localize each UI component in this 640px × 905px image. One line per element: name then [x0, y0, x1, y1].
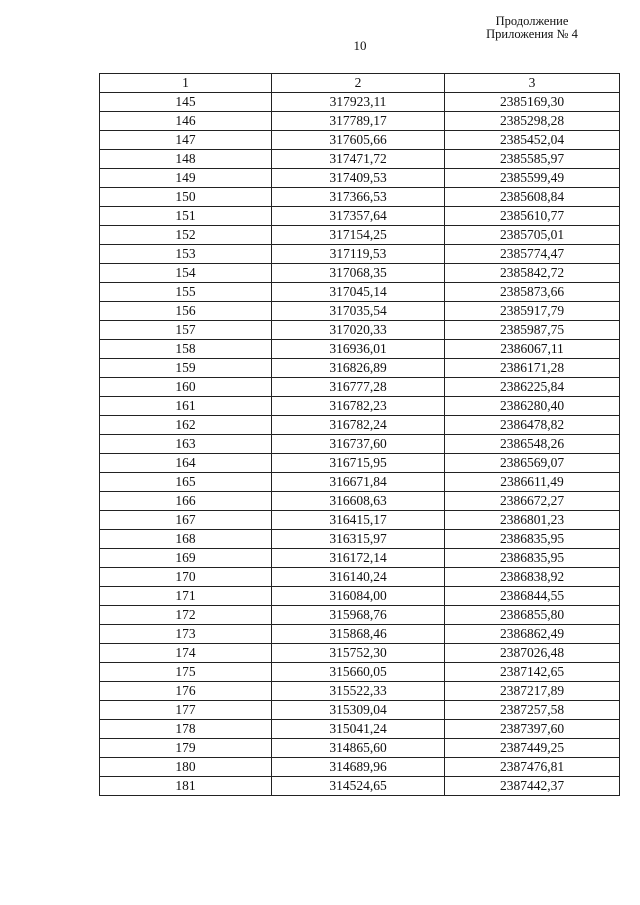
x-coordinate-cell: 314865,60 — [272, 739, 445, 758]
x-coordinate-cell: 316315,97 — [272, 530, 445, 549]
header-line-appendix: Приложения № 4 — [486, 27, 578, 41]
x-coordinate-cell: 316826,89 — [272, 359, 445, 378]
y-coordinate-cell: 2387449,25 — [445, 739, 620, 758]
y-coordinate-cell: 2386548,26 — [445, 435, 620, 454]
x-coordinate-cell: 315041,24 — [272, 720, 445, 739]
y-coordinate-cell: 2385169,30 — [445, 93, 620, 112]
y-coordinate-cell: 2386171,28 — [445, 359, 620, 378]
table-row — [100, 188, 620, 207]
y-coordinate-cell: 2385452,04 — [445, 131, 620, 150]
table-row — [100, 321, 620, 340]
y-coordinate-cell: 2386611,49 — [445, 473, 620, 492]
y-coordinate-cell: 2387142,65 — [445, 663, 620, 682]
x-coordinate-cell: 316737,60 — [272, 435, 445, 454]
table-row — [100, 625, 620, 644]
point-number-cell: 169 — [100, 549, 272, 568]
table-row — [100, 587, 620, 606]
y-coordinate-cell: 2387397,60 — [445, 720, 620, 739]
table-row — [100, 758, 620, 777]
point-number-cell: 148 — [100, 150, 272, 169]
y-coordinate-cell: 2385298,28 — [445, 112, 620, 131]
point-number-cell: 170 — [100, 568, 272, 587]
table-row — [100, 492, 620, 511]
table-row — [100, 131, 620, 150]
x-coordinate-cell: 316172,14 — [272, 549, 445, 568]
table-row — [100, 777, 620, 796]
y-coordinate-cell: 2386280,40 — [445, 397, 620, 416]
page-number: 10 — [353, 38, 367, 53]
column-header-1: 1 — [100, 74, 272, 93]
point-number-cell: 155 — [100, 283, 272, 302]
x-coordinate-cell: 316140,24 — [272, 568, 445, 587]
table-header-row — [100, 74, 620, 93]
point-number-cell: 173 — [100, 625, 272, 644]
table-row — [100, 302, 620, 321]
x-coordinate-cell: 317035,54 — [272, 302, 445, 321]
table-row — [100, 169, 620, 188]
point-number-cell: 162 — [100, 416, 272, 435]
point-number-cell: 161 — [100, 397, 272, 416]
x-coordinate-cell: 315309,04 — [272, 701, 445, 720]
y-coordinate-cell: 2385608,84 — [445, 188, 620, 207]
y-coordinate-cell: 2385599,49 — [445, 169, 620, 188]
point-number-cell: 152 — [100, 226, 272, 245]
x-coordinate-cell: 316782,24 — [272, 416, 445, 435]
y-coordinate-cell: 2385774,47 — [445, 245, 620, 264]
y-coordinate-cell: 2386835,95 — [445, 549, 620, 568]
table-row — [100, 663, 620, 682]
point-number-cell: 165 — [100, 473, 272, 492]
y-coordinate-cell: 2387026,48 — [445, 644, 620, 663]
table-row — [100, 530, 620, 549]
table-row — [100, 511, 620, 530]
table-row — [100, 397, 620, 416]
table-row — [100, 245, 620, 264]
column-header-3: 3 — [445, 74, 620, 93]
point-number-cell: 157 — [100, 321, 272, 340]
x-coordinate-cell: 316084,00 — [272, 587, 445, 606]
point-number-cell: 166 — [100, 492, 272, 511]
point-number-cell: 153 — [100, 245, 272, 264]
point-number-cell: 151 — [100, 207, 272, 226]
table-row — [100, 473, 620, 492]
table-row — [100, 454, 620, 473]
point-number-cell: 158 — [100, 340, 272, 359]
table-row — [100, 150, 620, 169]
table-row — [100, 435, 620, 454]
table-row — [100, 359, 620, 378]
x-coordinate-cell: 315752,30 — [272, 644, 445, 663]
point-number-cell: 176 — [100, 682, 272, 701]
table-row — [100, 378, 620, 397]
x-coordinate-cell: 316777,28 — [272, 378, 445, 397]
point-number-cell: 163 — [100, 435, 272, 454]
point-number-cell: 180 — [100, 758, 272, 777]
table-row — [100, 568, 620, 587]
y-coordinate-cell: 2386478,82 — [445, 416, 620, 435]
x-coordinate-cell: 317409,53 — [272, 169, 445, 188]
x-coordinate-cell: 317119,53 — [272, 245, 445, 264]
table-row — [100, 606, 620, 625]
x-coordinate-cell: 317923,11 — [272, 93, 445, 112]
y-coordinate-cell: 2387257,58 — [445, 701, 620, 720]
point-number-cell: 147 — [100, 131, 272, 150]
table-row — [100, 549, 620, 568]
y-coordinate-cell: 2387476,81 — [445, 758, 620, 777]
x-coordinate-cell: 317045,14 — [272, 283, 445, 302]
y-coordinate-cell: 2385987,75 — [445, 321, 620, 340]
y-coordinate-cell: 2385610,77 — [445, 207, 620, 226]
y-coordinate-cell: 2386225,84 — [445, 378, 620, 397]
point-number-cell: 167 — [100, 511, 272, 530]
point-number-cell: 160 — [100, 378, 272, 397]
x-coordinate-cell: 317605,66 — [272, 131, 445, 150]
x-coordinate-cell: 317357,64 — [272, 207, 445, 226]
point-number-cell: 150 — [100, 188, 272, 207]
y-coordinate-cell: 2385917,79 — [445, 302, 620, 321]
y-coordinate-cell: 2386801,23 — [445, 511, 620, 530]
table-row — [100, 416, 620, 435]
table-row — [100, 283, 620, 302]
y-coordinate-cell: 2386838,92 — [445, 568, 620, 587]
table-body — [100, 93, 620, 796]
point-number-cell: 154 — [100, 264, 272, 283]
table-row — [100, 340, 620, 359]
y-coordinate-cell: 2387442,37 — [445, 777, 620, 796]
x-coordinate-cell: 315868,46 — [272, 625, 445, 644]
table-row — [100, 644, 620, 663]
x-coordinate-cell: 317366,53 — [272, 188, 445, 207]
coordinates-table — [99, 73, 620, 796]
point-number-cell: 178 — [100, 720, 272, 739]
y-coordinate-cell: 2386672,27 — [445, 492, 620, 511]
y-coordinate-cell: 2385585,97 — [445, 150, 620, 169]
x-coordinate-cell: 317068,35 — [272, 264, 445, 283]
table-row — [100, 264, 620, 283]
x-coordinate-cell: 316782,23 — [272, 397, 445, 416]
point-number-cell: 156 — [100, 302, 272, 321]
x-coordinate-cell: 317154,25 — [272, 226, 445, 245]
x-coordinate-cell: 317020,33 — [272, 321, 445, 340]
x-coordinate-cell: 317789,17 — [272, 112, 445, 131]
table-row — [100, 701, 620, 720]
table-row — [100, 682, 620, 701]
table-row — [100, 226, 620, 245]
x-coordinate-cell: 316415,17 — [272, 511, 445, 530]
y-coordinate-cell: 2386855,80 — [445, 606, 620, 625]
point-number-cell: 171 — [100, 587, 272, 606]
y-coordinate-cell: 2385873,66 — [445, 283, 620, 302]
x-coordinate-cell: 317471,72 — [272, 150, 445, 169]
y-coordinate-cell: 2385705,01 — [445, 226, 620, 245]
table-row — [100, 93, 620, 112]
column-header-2: 2 — [272, 74, 445, 93]
y-coordinate-cell: 2387217,89 — [445, 682, 620, 701]
y-coordinate-cell: 2386862,49 — [445, 625, 620, 644]
header-line-continuation: Продолжение — [495, 14, 569, 28]
point-number-cell: 172 — [100, 606, 272, 625]
y-coordinate-cell: 2386844,55 — [445, 587, 620, 606]
point-number-cell: 149 — [100, 169, 272, 188]
y-coordinate-cell: 2386835,95 — [445, 530, 620, 549]
x-coordinate-cell: 316936,01 — [272, 340, 445, 359]
point-number-cell: 174 — [100, 644, 272, 663]
table-row — [100, 720, 620, 739]
point-number-cell: 175 — [100, 663, 272, 682]
point-number-cell: 146 — [100, 112, 272, 131]
x-coordinate-cell: 315522,33 — [272, 682, 445, 701]
point-number-cell: 145 — [100, 93, 272, 112]
point-number-cell: 164 — [100, 454, 272, 473]
appendix-continuation-header — [472, 15, 592, 41]
x-coordinate-cell: 316608,63 — [272, 492, 445, 511]
y-coordinate-cell: 2386067,11 — [445, 340, 620, 359]
x-coordinate-cell: 316715,95 — [272, 454, 445, 473]
point-number-cell: 179 — [100, 739, 272, 758]
x-coordinate-cell: 316671,84 — [272, 473, 445, 492]
x-coordinate-cell: 315968,76 — [272, 606, 445, 625]
point-number-cell: 181 — [100, 777, 272, 796]
x-coordinate-cell: 314524,65 — [272, 777, 445, 796]
y-coordinate-cell: 2386569,07 — [445, 454, 620, 473]
x-coordinate-cell: 315660,05 — [272, 663, 445, 682]
y-coordinate-cell: 2385842,72 — [445, 264, 620, 283]
point-number-cell: 159 — [100, 359, 272, 378]
table-row — [100, 739, 620, 758]
table-row — [100, 207, 620, 226]
x-coordinate-cell: 314689,96 — [272, 758, 445, 777]
point-number-cell: 168 — [100, 530, 272, 549]
table-row — [100, 112, 620, 131]
point-number-cell: 177 — [100, 701, 272, 720]
